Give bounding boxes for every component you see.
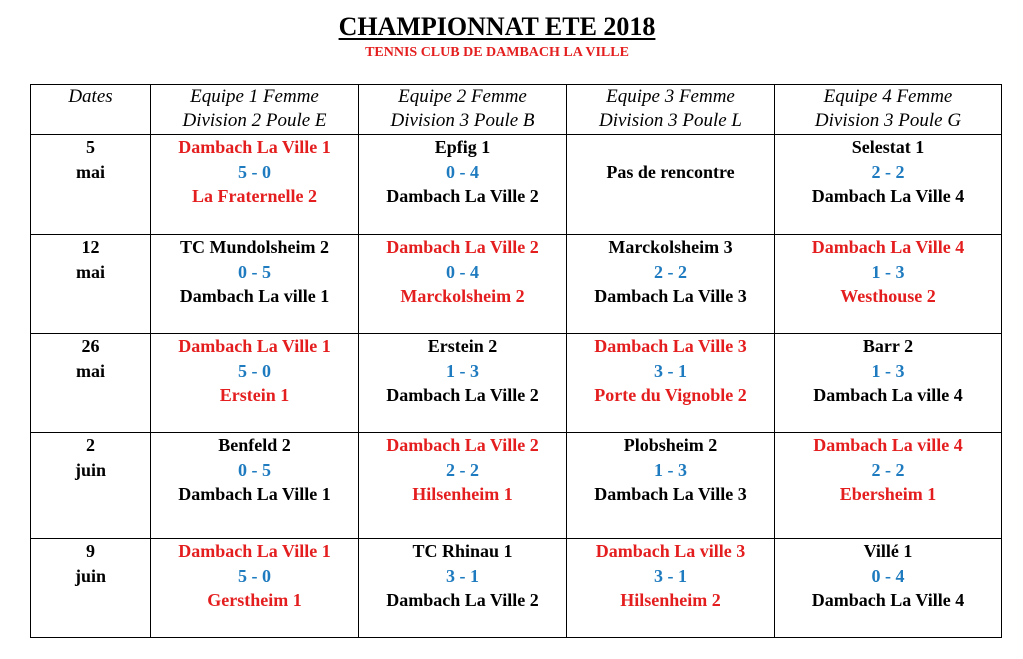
- match-cell: [567, 539, 775, 638]
- home-team: Dambach La Ville 3: [594, 336, 747, 356]
- home-team: Dambach La Ville 4: [811, 237, 965, 257]
- away-team: Ebersheim 1: [839, 484, 937, 504]
- match-score: 5 - 0: [238, 565, 271, 586]
- match-cell: [775, 135, 1002, 235]
- away-team: Dambach La Ville 4: [811, 590, 965, 610]
- home-team: TC Mundolsheim 2: [179, 237, 330, 257]
- home-team: Dambach La Ville 1: [178, 137, 331, 157]
- home-team: Barr 2: [862, 336, 914, 356]
- date-month: mai: [76, 261, 105, 282]
- away-team: Erstein 1: [219, 385, 290, 405]
- away-team: Dambach La ville 4: [813, 385, 963, 405]
- match-cell: [359, 135, 567, 235]
- date-day: 9: [86, 541, 95, 561]
- header-team-3: [567, 85, 775, 135]
- match-score: 2 - 2: [446, 459, 479, 480]
- match-cell: [359, 334, 567, 433]
- home-team: TC Rhinau 1: [412, 541, 513, 561]
- date-month: juin: [74, 565, 107, 586]
- date-day: 12: [81, 237, 100, 257]
- title-text: CHAMPIONNAT ETE 2018: [338, 12, 656, 41]
- match-cell: [567, 433, 775, 539]
- match-score: 1 - 3: [654, 459, 687, 480]
- home-team: Selestat 1: [851, 137, 925, 157]
- away-team: Dambach La Ville 2: [386, 385, 539, 405]
- header-row: [31, 85, 1002, 135]
- date-cell: [31, 135, 151, 235]
- header-team-2: [359, 85, 567, 135]
- table-row: [31, 433, 1002, 539]
- header-team-1: [151, 85, 359, 135]
- away-team: Porte du Vignoble 2: [594, 385, 747, 405]
- schedule-table: [30, 84, 1002, 638]
- table-row: [31, 235, 1002, 334]
- home-team: Plobsheim 2: [623, 435, 718, 455]
- match-score: 1 - 3: [446, 360, 479, 381]
- home-team: Erstein 2: [427, 336, 498, 356]
- no-match-note: Pas de rencontre: [606, 161, 735, 182]
- header-dates-label: Dates: [68, 86, 113, 107]
- date-day: 5: [86, 137, 95, 157]
- home-team: Dambach La ville 4: [813, 435, 963, 455]
- date-day: 2: [86, 435, 95, 455]
- header-division: Division 3 Poule B: [390, 110, 535, 131]
- match-cell: [151, 539, 359, 638]
- date-month: mai: [76, 161, 105, 182]
- header-team-name: Equipe 4 Femme: [823, 86, 953, 107]
- header-division: Division 3 Poule G: [814, 110, 962, 131]
- match-cell: [567, 135, 775, 235]
- away-team: Hilsenheim 2: [620, 590, 721, 610]
- date-day: 26: [81, 336, 100, 356]
- match-cell: [775, 433, 1002, 539]
- header-dates: [31, 85, 151, 135]
- away-team: Hilsenheim 1: [412, 484, 513, 504]
- match-score: 1 - 3: [871, 261, 905, 282]
- match-score: 3 - 1: [446, 565, 479, 586]
- home-team: Benfeld 2: [218, 435, 291, 455]
- home-team: Dambach La Ville 2: [386, 435, 539, 455]
- match-score: 0 - 5: [238, 261, 271, 282]
- header-team-name: Equipe 1 Femme: [190, 86, 319, 107]
- home-team: Dambach La Ville 2: [386, 237, 539, 257]
- match-score: 1 - 3: [871, 360, 905, 381]
- home-team: Dambach La ville 3: [595, 541, 746, 561]
- home-team: Dambach La Ville 1: [178, 541, 331, 561]
- home-team: Marckolsheim 3: [608, 237, 733, 257]
- match-score: 3 - 1: [654, 360, 687, 381]
- home-team: Villé 1: [863, 541, 913, 561]
- date-cell: [31, 334, 151, 433]
- away-team: La Fraternelle 2: [192, 186, 317, 206]
- page-title: [0, 12, 994, 42]
- match-cell: [151, 135, 359, 235]
- match-score: 2 - 2: [871, 161, 905, 182]
- page-subtitle: TENNIS CLUB DE DAMBACH LA VILLE: [365, 45, 629, 60]
- away-team: Westhouse 2: [840, 286, 936, 306]
- header-division: Division 2 Poule E: [182, 110, 327, 131]
- match-cell: [151, 235, 359, 334]
- table-row: [31, 334, 1002, 433]
- away-team: Dambach La Ville 3: [594, 286, 747, 306]
- away-team: Marckolsheim 2: [400, 286, 525, 306]
- home-team: Epfig 1: [434, 137, 491, 157]
- date-month: mai: [76, 360, 105, 381]
- header-division: Division 3 Poule L: [598, 110, 743, 131]
- away-team: Dambach La Ville 2: [386, 186, 539, 206]
- match-score: 5 - 0: [238, 161, 271, 182]
- match-score: 0 - 4: [446, 161, 479, 182]
- away-team: Dambach La Ville 1: [178, 484, 331, 504]
- match-score: 0 - 4: [871, 565, 905, 586]
- header-team-name: Equipe 2 Femme: [398, 86, 527, 107]
- match-cell: [359, 235, 567, 334]
- date-cell: [31, 433, 151, 539]
- match-score: 0 - 4: [446, 261, 479, 282]
- home-team: Dambach La Ville 1: [178, 336, 331, 356]
- date-month: juin: [74, 459, 107, 480]
- match-cell: [151, 334, 359, 433]
- away-team: Gerstheim 1: [207, 590, 302, 610]
- header-team-name: Equipe 3 Femme: [606, 86, 735, 107]
- table-row: [31, 135, 1002, 235]
- date-cell: [31, 235, 151, 334]
- match-cell: [151, 433, 359, 539]
- away-team: Dambach La Ville 4: [811, 186, 965, 206]
- away-team: Dambach La Ville 2: [386, 590, 539, 610]
- match-score: 3 - 1: [654, 565, 687, 586]
- match-score: 2 - 2: [871, 459, 905, 480]
- match-cell: [359, 539, 567, 638]
- match-cell: [775, 235, 1002, 334]
- date-cell: [31, 539, 151, 638]
- match-cell: [775, 539, 1002, 638]
- match-cell: [567, 334, 775, 433]
- away-team: Dambach La ville 1: [179, 286, 330, 306]
- table-row: [31, 539, 1002, 638]
- match-score: 2 - 2: [654, 261, 687, 282]
- match-score: 0 - 5: [238, 459, 271, 480]
- match-cell: [775, 334, 1002, 433]
- match-cell: [359, 433, 567, 539]
- match-score: 5 - 0: [238, 360, 271, 381]
- header-team-4: [775, 85, 1002, 135]
- away-team: Dambach La Ville 3: [594, 484, 747, 504]
- match-cell: [567, 235, 775, 334]
